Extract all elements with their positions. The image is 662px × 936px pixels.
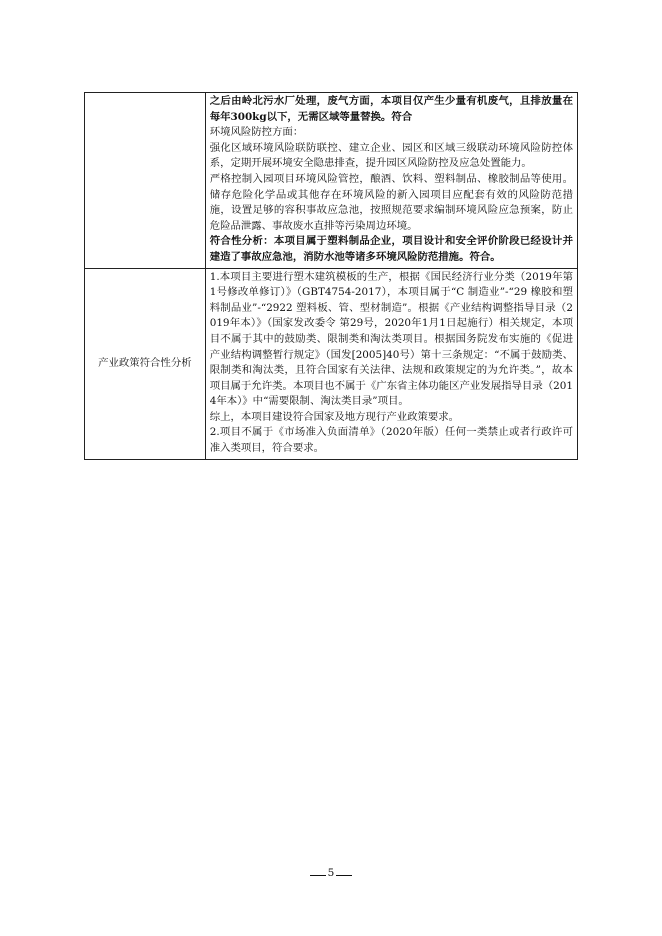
- footer-dash-right: [336, 875, 352, 876]
- paragraph-policy-summary: 综上，本项目建设符合国家及地方现行产业政策要求。: [209, 410, 460, 423]
- content-table: [84, 92, 578, 460]
- table-row-environment-risk: [85, 93, 578, 269]
- footer-dash-left: [310, 875, 326, 876]
- page-number: 5: [327, 867, 335, 879]
- row-label-industry-policy: 产业政策符合性分析: [85, 268, 206, 459]
- row-content-industry-policy: [205, 268, 577, 459]
- paragraph-risk-system: 强化区域环境风险联防联控、建立企业、园区和区域三级联动环境风险防控体系，定期开展环境安全隐患排查，提升园区风险防控及应急处置能力。: [209, 141, 573, 170]
- paragraph-compliance-analysis: 符合性分析：本项目属于塑料制品企业，项目设计和安全评价阶段已经设计并建造了事故应急池，消防水池等诸多环境风险防范措施。符合。: [209, 235, 573, 263]
- paragraph-wastewater-gas: 之后由岭北污水厂处理，废气方面，本项目仅产生少量有机废气，且排放量在每年300kg以下，无需区域等量替换。符合: [209, 95, 573, 123]
- paragraph-market-access: 2.项目不属于《市场准入负面清单》（2020年版）任何一类禁止或者行政许可准入类项目，符合要求。: [209, 426, 573, 455]
- row-content-environment-risk: [205, 93, 577, 269]
- row-label-empty: [85, 93, 206, 269]
- page-footer: [0, 866, 662, 880]
- paragraph-policy-classification: 1.本项目主要进行塑木建筑模板的生产，根据《国民经济行业分类（2019年第1号修改单修订）》（GBT4754-2017），本项目属于“C 制造业”-“29 橡胶和塑料制品业”-“2922 塑料板、管、型材制造”。根据《产业结构调整指导目录（2019年本）》（国家发改委令 第29号，2020年1月1日起施行）相关规定，本项目不属于其中的鼓励类、限制类和淘汰类项目。根据国务院发布实施的《促进产业结构调整暂行规定》（国发[2005]40号）第十三条规定：“不属于鼓励类、限制类和淘汰类，且符合国家有关法律、法规和政策规定的为允许类。”，故本项目属于允许类。本项目也不属于《广东省主体功能区产业发展指导目录（2014年本）》中“需要限制、淘汰类目录”项目。: [209, 270, 573, 408]
- table-row-industry-policy: [85, 268, 578, 459]
- paragraph-risk-heading: 环境风险防控方面：: [209, 126, 304, 139]
- paragraph-risk-control: 严格控制入园项目环境风险管控，酿酒、饮料、塑料制品、橡胶制品等使用。储存危险化学品或其他存在环境风险的新入园项目应配套有效的风险防范措施，设置足够的容积事故应急池，按照规范要求编制环境风险应急预案，防止危险品泄露、事故废水直排等污染周边环境。: [209, 172, 573, 232]
